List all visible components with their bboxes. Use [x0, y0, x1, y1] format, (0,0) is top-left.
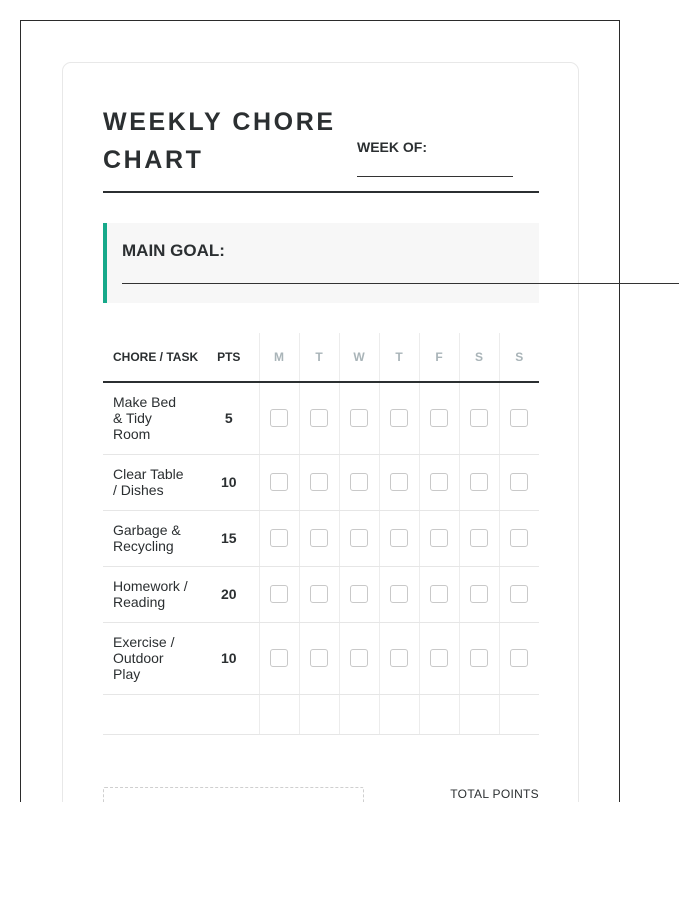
page-frame [20, 20, 620, 802]
chart-content [103, 103, 539, 802]
checkbox-monday[interactable] [270, 409, 288, 427]
column-header-task: CHORE / TASK [103, 333, 199, 382]
chore-name: Clear Table / Dishes [103, 454, 199, 510]
checkbox-wednesday[interactable] [350, 473, 368, 491]
checkbox-friday[interactable] [430, 473, 448, 491]
day-cell [459, 382, 499, 454]
page-title: WEEKLY CHORE CHART [103, 108, 336, 174]
checkbox-tuesday[interactable] [310, 585, 328, 603]
column-header-tuesday: T [299, 333, 339, 382]
day-cell [299, 510, 339, 566]
day-cell [259, 454, 299, 510]
checkbox-sunday[interactable] [510, 585, 528, 603]
chore-points: 10 [199, 454, 259, 510]
day-cell [299, 454, 339, 510]
main-goal-label: MAIN GOAL: [122, 241, 225, 260]
week-of-field[interactable] [357, 138, 513, 177]
chore-points: 5 [199, 382, 259, 454]
day-cell [499, 382, 539, 454]
day-cell [259, 510, 299, 566]
column-header-sunday: S [499, 333, 539, 382]
checkbox-saturday[interactable] [470, 473, 488, 491]
column-header-pts: PTS [199, 333, 259, 382]
main-goal-blank-line[interactable] [122, 283, 679, 284]
checkbox-wednesday[interactable] [350, 649, 368, 667]
table-row [103, 566, 539, 622]
day-cell [339, 622, 379, 694]
day-cell [259, 382, 299, 454]
chore-name: Make Bed & Tidy Room [103, 382, 199, 454]
checkbox-thursday[interactable] [390, 649, 408, 667]
checkbox-sunday[interactable] [510, 529, 528, 547]
week-of-label: WEEK OF: [357, 139, 427, 155]
day-cell [499, 622, 539, 694]
chore-name: Exercise / Outdoor Play [103, 622, 199, 694]
day-cell [499, 454, 539, 510]
day-cell [379, 694, 419, 734]
checkbox-monday[interactable] [270, 473, 288, 491]
column-header-saturday: S [459, 333, 499, 382]
checkbox-friday[interactable] [430, 585, 448, 603]
chore-name: Homework / Reading [103, 566, 199, 622]
chore-points-blank[interactable] [199, 694, 259, 734]
checkbox-friday[interactable] [430, 529, 448, 547]
checkbox-thursday[interactable] [390, 409, 408, 427]
table-row [103, 382, 539, 454]
day-cell [339, 566, 379, 622]
checkbox-thursday[interactable] [390, 473, 408, 491]
checkbox-thursday[interactable] [390, 529, 408, 547]
day-cell [339, 454, 379, 510]
chore-points: 10 [199, 622, 259, 694]
day-cell [259, 566, 299, 622]
day-cell [379, 566, 419, 622]
checkbox-friday[interactable] [430, 649, 448, 667]
day-cell [459, 566, 499, 622]
day-cell [419, 622, 459, 694]
day-cell [379, 622, 419, 694]
checkbox-tuesday[interactable] [310, 649, 328, 667]
day-cell [459, 622, 499, 694]
empty-table-row [103, 694, 539, 734]
day-cell [499, 566, 539, 622]
checkbox-monday[interactable] [270, 585, 288, 603]
checkbox-saturday[interactable] [470, 649, 488, 667]
main-goal-box [103, 223, 539, 303]
column-header-friday: F [419, 333, 459, 382]
day-cell [419, 694, 459, 734]
day-cell [379, 454, 419, 510]
checkbox-wednesday[interactable] [350, 409, 368, 427]
checkbox-saturday[interactable] [470, 529, 488, 547]
column-header-wednesday: W [339, 333, 379, 382]
checkbox-tuesday[interactable] [310, 473, 328, 491]
checkbox-tuesday[interactable] [310, 409, 328, 427]
day-cell [379, 510, 419, 566]
checkbox-wednesday[interactable] [350, 585, 368, 603]
day-cell [299, 622, 339, 694]
day-cell [299, 694, 339, 734]
table-row [103, 622, 539, 694]
day-cell [299, 382, 339, 454]
checkbox-wednesday[interactable] [350, 529, 368, 547]
total-points-label: TOTAL POINTS [450, 786, 539, 801]
checkbox-sunday[interactable] [510, 409, 528, 427]
chore-points: 15 [199, 510, 259, 566]
day-cell [379, 382, 419, 454]
checkbox-monday[interactable] [270, 649, 288, 667]
checkbox-friday[interactable] [430, 409, 448, 427]
day-cell [339, 510, 379, 566]
day-cell [299, 566, 339, 622]
notes-box[interactable] [103, 787, 364, 803]
checkbox-thursday[interactable] [390, 585, 408, 603]
day-cell [419, 510, 459, 566]
chore-table [103, 333, 539, 735]
day-cell [459, 694, 499, 734]
checkbox-tuesday[interactable] [310, 529, 328, 547]
checkbox-saturday[interactable] [470, 585, 488, 603]
chart-footer [103, 787, 539, 803]
checkbox-saturday[interactable] [470, 409, 488, 427]
table-header-row [103, 333, 539, 382]
day-cell [339, 382, 379, 454]
day-cell [339, 694, 379, 734]
table-row [103, 510, 539, 566]
day-cell [419, 454, 459, 510]
chore-points: 20 [199, 566, 259, 622]
checkbox-sunday[interactable] [510, 473, 528, 491]
chart-header [103, 103, 539, 193]
day-cell [419, 382, 459, 454]
day-cell [259, 694, 299, 734]
chore-chart-card [62, 62, 579, 802]
checkbox-monday[interactable] [270, 529, 288, 547]
day-cell [459, 454, 499, 510]
chore-name: Garbage & Recycling [103, 510, 199, 566]
day-cell [459, 510, 499, 566]
chore-name-blank[interactable] [103, 694, 199, 734]
day-cell [259, 622, 299, 694]
day-cell [499, 694, 539, 734]
checkbox-sunday[interactable] [510, 649, 528, 667]
day-cell [419, 566, 459, 622]
week-of-blank-line[interactable] [357, 176, 513, 177]
day-cell [499, 510, 539, 566]
table-row [103, 454, 539, 510]
column-header-monday: M [259, 333, 299, 382]
column-header-thursday: T [379, 333, 419, 382]
